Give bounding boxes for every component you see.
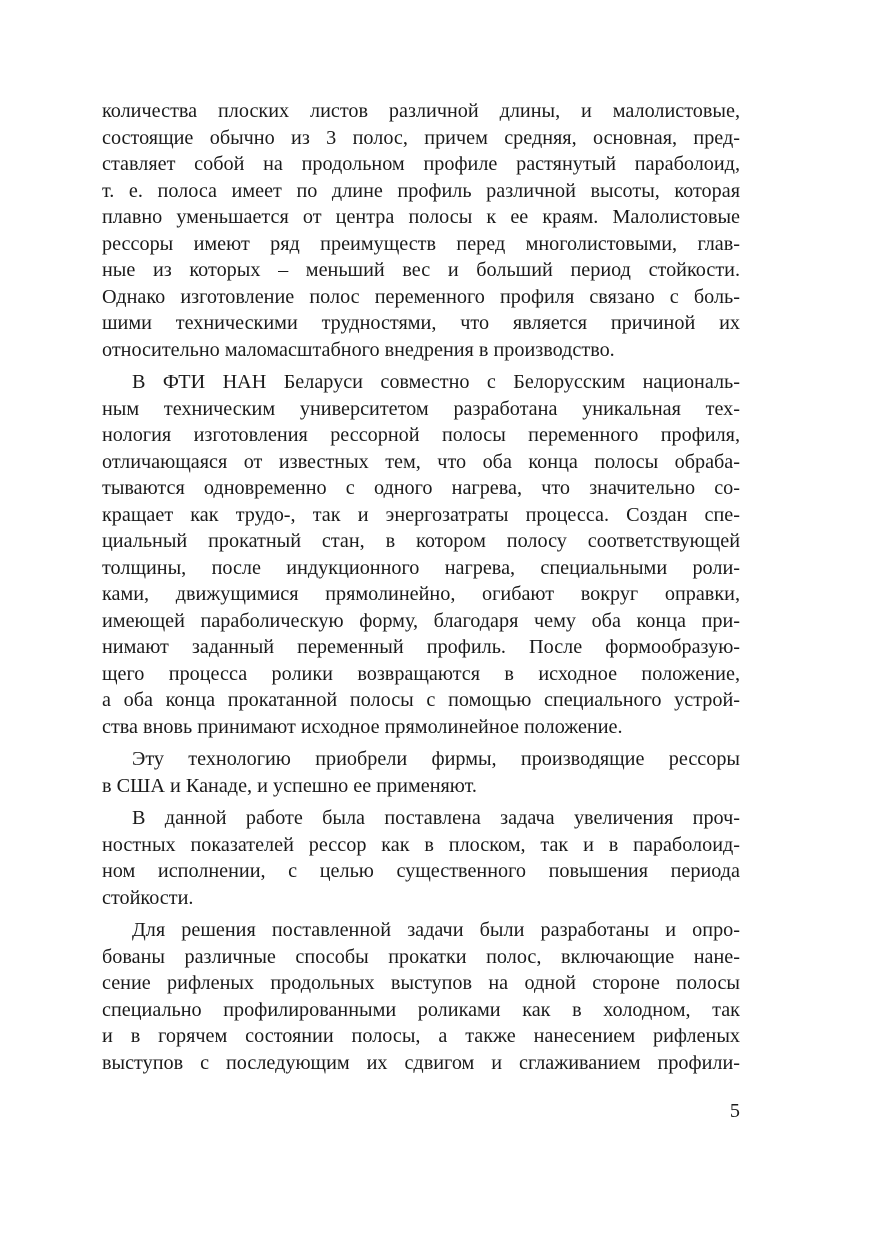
text-line: Для решения поставленной задачи были разработаны и опро- (132, 919, 740, 941)
text-line: ным техническим университетом разработана уникальная тех- (102, 397, 740, 420)
text-line: В данной работе была поставлена задача увеличения проч- (132, 807, 740, 829)
paragraph-2 (102, 369, 740, 740)
text-line: щего процесса ролики возвращаются в исходное положение, (102, 662, 740, 685)
text-line: в США и Канаде, и успешно ее применяют. (102, 774, 477, 797)
text-line: отличающаяся от известных тем, что оба конца полосы обраба- (102, 450, 740, 473)
text-line: ные из которых – меньший вес и больший период стойкости. (102, 259, 740, 281)
paragraph-4 (102, 805, 740, 911)
paragraph-5 (102, 917, 740, 1076)
text-line: Однако изготовление полос переменного профиля связано с боль- (102, 285, 740, 308)
text-line: стойкости. (102, 886, 194, 909)
text-line: количества плоских листов различной длины, и малолистовые, (102, 100, 740, 122)
text-line: нимают заданный переменный профиль. После формообразую- (102, 636, 740, 658)
paragraph-3 (102, 746, 740, 799)
paragraph-1 (102, 98, 740, 363)
text-line: ства вновь принимают исходное прямолинейное положение. (102, 715, 623, 738)
text-line: ставляет собой на продольном профиле растянутый параболоид, (102, 153, 740, 175)
text-line: кращает как трудо-, так и энергозатраты процесса. Создан спе- (102, 503, 740, 526)
text-line: и в горячем состоянии полосы, а также нанесением рифленых (102, 1025, 740, 1047)
text-line: относительно маломасштабного внедрения в производство. (102, 338, 615, 361)
text-line: плавно уменьшается от центра полосы к ее краям. Малолистовые (102, 206, 740, 228)
text-line: специально профилированными роликами как в холодном, так (102, 998, 740, 1021)
text-line: рессоры имеют ряд преимуществ перед многолистовыми, глав- (102, 232, 740, 255)
body-text (102, 98, 740, 1076)
text-line: бованы различные способы прокатки полос, включающие нане- (102, 945, 740, 968)
page-number: 5 (729, 1100, 740, 1122)
text-line: т. е. полоса имеет по длине профиль различной высоты, которая (102, 179, 740, 202)
text-line: нология изготовления рессорной полосы переменного профиля, (102, 424, 740, 446)
text-line: циальный прокатный стан, в котором полосу соответствующей (102, 530, 740, 552)
text-line: толщины, после индукционного нагрева, специальными роли- (102, 556, 740, 579)
text-line: состоящие обычно из 3 полос, причем средняя, основная, пред- (102, 126, 740, 149)
text-line: имеющей параболическую форму, благодаря чему оба конца при- (102, 609, 740, 632)
text-line: ном исполнении, с целью существенного повышения периода (102, 860, 740, 882)
text-line: сение рифленых продольных выступов на одной стороне полосы (102, 972, 740, 994)
text-line: а оба конца прокатанной полосы с помощью специального устрой- (102, 689, 740, 711)
text-line: тываются одновременно с одного нагрева, что значительно со- (102, 477, 740, 499)
text-line: шими техническими трудностями, что является причиной их (102, 312, 740, 334)
text-line: В ФТИ НАН Беларуси совместно с Белорусским националь- (132, 371, 740, 393)
text-line: ками, движущимися прямолинейно, огибают вокруг оправки, (102, 583, 740, 605)
text-line: ностных показателей рессор как в плоском, так и в параболоид- (102, 833, 740, 856)
text-line: Эту технологию приобрели фирмы, производящие рессоры (132, 748, 740, 770)
text-line: выступов с последующим их сдвигом и сглаживанием профили- (102, 1051, 740, 1074)
